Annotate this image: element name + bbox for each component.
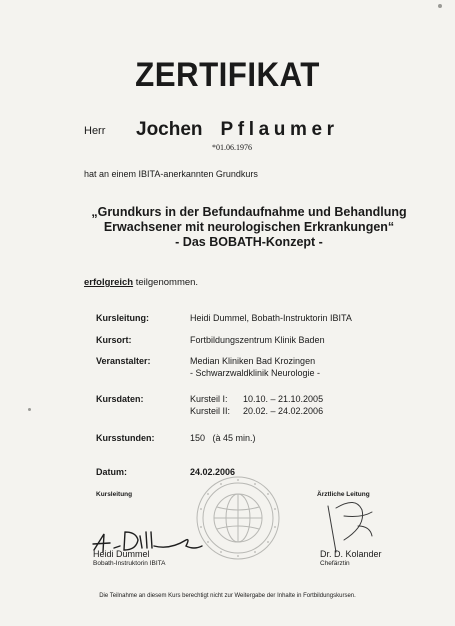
- kursort-value: Fortbildungszentrum Klinik Baden: [190, 335, 325, 345]
- course-title-line: „Grundkurs in der Befundaufnahme und Behandlung: [91, 205, 407, 219]
- signature-dr-kolander: [322, 496, 382, 554]
- datum-label: Datum:: [96, 467, 127, 477]
- kursstunden-label: Kursstunden:: [96, 433, 155, 443]
- kursleitung-value: Heidi Dummel, Bobath-Instruktorin IBITA: [190, 313, 352, 323]
- completion-emphasis: erfolgreich: [84, 277, 134, 288]
- ibita-seal-icon: [195, 475, 281, 561]
- veranstalter-line: Median Kliniken Bad Krozingen: [190, 356, 316, 366]
- footer-note: Die Teilnahme an diesem Kurs berechtigt nicht zur Weitergabe der Inhalte in Fortbildungskursen.: [99, 593, 356, 599]
- veranstalter-line: - Schwarzwaldklinik Neurologie -: [190, 368, 321, 378]
- salutation: Herr: [84, 125, 106, 137]
- kursleitung-label: Kursleitung:: [96, 313, 149, 323]
- scan-speck: [28, 408, 31, 411]
- left-signer-title: Bobath-Instruktorin IBITA: [93, 560, 166, 567]
- kursstunden-value: 150 (à 45 min.): [190, 433, 256, 443]
- intro-text: hat an einem IBITA-anerkannten Grundkurs: [84, 169, 258, 179]
- right-signer-name: Dr. D. Kolander: [320, 549, 382, 559]
- course-title: [84, 205, 414, 250]
- kursteil-1-label: Kursteil I:: [190, 394, 228, 404]
- recipient-name: [136, 119, 339, 141]
- recipient-first-name: Jochen: [136, 119, 203, 140]
- veranstalter-label: Veranstalter:: [96, 356, 151, 366]
- certificate-title: ZERTIFIKAT: [135, 56, 320, 94]
- course-title-line: Erwachsener mit neurologischen Erkrankungen“: [103, 220, 395, 234]
- scan-speck: [438, 4, 442, 8]
- right-signature-role: Ärztliche Leitung: [317, 491, 370, 498]
- kursteil-2-label: Kursteil II:: [190, 406, 231, 416]
- datum-value: 24.02.2006: [190, 467, 236, 477]
- kursteil-2-value: 20.02. – 24.02.2006: [243, 406, 324, 416]
- course-title-line: - Das BOBATH-Konzept -: [175, 235, 323, 249]
- completion-rest: teilgenommen.: [133, 277, 199, 288]
- left-signer-name: Heidi Dummel: [93, 549, 150, 559]
- kursdaten-label: Kursdaten:: [96, 394, 144, 404]
- kursteil-1-value: 10.10. – 21.10.2005: [243, 394, 324, 404]
- left-signature-role: Kursleitung: [96, 491, 133, 498]
- recipient-birthdate: *01.06.1976: [212, 143, 252, 152]
- completion-statement: [84, 277, 198, 288]
- kursort-label: Kursort:: [96, 335, 132, 345]
- recipient-last-name: Pflaumer: [220, 119, 339, 140]
- right-signer-title: Chefärztin: [320, 560, 350, 567]
